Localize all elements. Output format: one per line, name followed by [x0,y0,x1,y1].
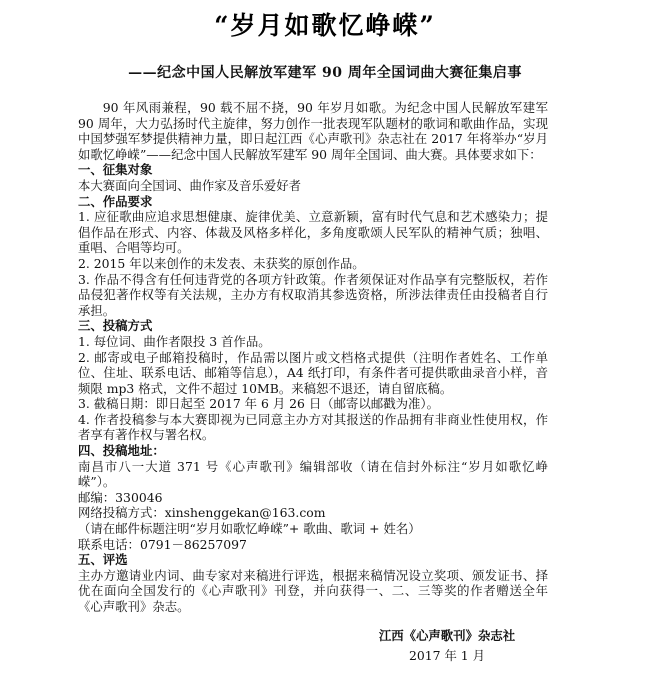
postcode-line: 邮编：330046 [78,489,163,505]
signature-org: 江西《心声歌刊》杂志社 [378,628,516,643]
signature-date: 2017 年 1 月 [408,648,485,663]
signature-block [372,626,522,666]
section-item: 主办方邀请业内词、曲专家对来稿进行评选，根据来稿情况设立奖项、颁发证书、择优在面向全国发行的《心声歌刊》刊登，并向获得一、二、三等奖的作者赠送全年《心声歌刊》杂志。 [78,567,548,614]
section-item: 3. 截稿日期：即日起至 2017 年 6 月 26 日（邮寄以邮戳为准）。 [78,396,439,412]
phone-line: 联系电话：0791－86257097 [78,536,247,552]
intro-paragraph: 90 年风雨兼程，90 载不屈不挠，90 年岁月如歌。为纪念中国人民解放军建军 90 周年，大力弘扬时代主旋律，努力创作一批表现军队题材的歌词和歌曲作品，实现中国梦强军梦提供精神力量，即日起江西《心声歌刊》杂志社在 2017 年将举办“岁月如歌忆峥嵘”——纪念中国人民解放军建军 90 周年全国词、曲大赛。具体要求如下： [78,100,548,162]
section-item: 3. 作品不得含有任何违背党的各项方针政策。作者须保证对作品享有完整版权，若作品侵犯著作权等有关法规，主办方有权取消其参选资格，所涉法律责任由投稿者自行承担。 [78,271,548,318]
section-heading: 二、作品要求 [78,193,153,209]
section-item: 4. 作者投稿参与本大赛即视为已同意主办方对其报送的作品拥有非商业性使用权，作者享有著作权与署名权。 [78,411,548,443]
page-subtitle: ——纪念中国人民解放军建军 90 周年全国词曲大赛征集启事 [128,65,522,81]
section-item: 1. 应征歌曲应追求思想健康、旋律优美、立意新颖，富有时代气息和艺术感染力；提倡作品在形式、内容、体裁及风格多样化，多角度歌颂人民军队的精神气质；独唱、重唱、合唱等均可。 [78,209,548,256]
email-note-line: （请在邮件标题注明“岁月如歌忆峥嵘”+ 歌曲、歌词 + 姓名） [78,521,421,537]
section-heading: 五、评选 [78,552,128,568]
section-item: 2. 2015 年以来创作的未发表、未获奖的原创作品。 [78,255,365,271]
announcement-body [78,100,548,615]
address-line: 南昌市八一大道 371 号《心声歌刊》编辑部收（请在信封外标注“岁月如歌忆峥嵘”）。 [78,458,548,490]
page-title: “岁月如歌忆峥嵘” [214,11,436,40]
email-line: 网络投稿方式：xinshenggekan@163.com [78,505,326,521]
section-heading: 四、投稿地址： [78,443,165,459]
section-item: 2. 邮寄或电子邮箱投稿时，作品需以图片或文档格式提供（注明作者姓名、工作单位、住址、联系电话、邮箱等信息），A4 纸打印，有条件者可提供歌曲录音小样，音频限 mp3 格式，文件不超过 10MB。来稿恕不退还，请自留底稿。 [78,349,548,396]
section-item: 1. 每位词、曲作者限投 3 首作品。 [78,333,271,349]
section-heading: 一、征集对象 [78,162,153,178]
section-heading: 三、投稿方式 [78,318,153,334]
section-item: 本大赛面向全国词、曲作家及音乐爱好者 [78,177,302,193]
